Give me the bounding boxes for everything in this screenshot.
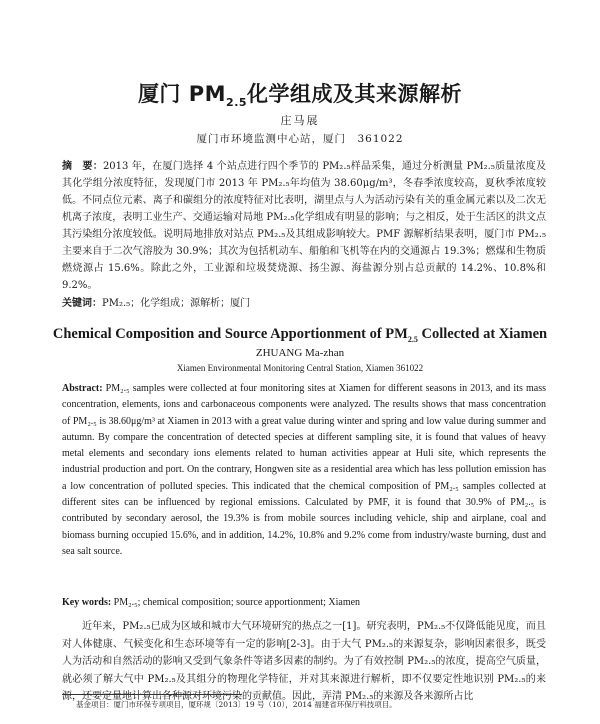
introduction-paragraph: 近年来，PM₂.₅已成为区域和城市大气环境研究的热点之一[1]。研究表明，PM₂.₅不仅降低能见度，而且对人体健康、气候变化和生态环境等有一定的影响[2-3]。由于大气 PM₂.₅的来源复杂，影响因素很多，既受人为活动和自然活动的影响又受到气象条件等诸多因素的制约。为了有效控制 PM₂.₅的浓度，提高空气质量，就必须了解大气中 PM₂.₅及其组分的物理化学特征，并对其来源进行解析，即不仅要定性地识别 PM₂.₅的来源，还要定量地计算出各种源对环境污染的贡献值。因此，弄清 PM₂.₅的来源及各来源所占比 (62, 621, 546, 702)
english-title-subscript: 2.5 (407, 334, 418, 344)
english-abstract-label: Abstract: (62, 383, 103, 394)
english-title-text-rest: Collected at Xiamen (417, 326, 548, 342)
english-title (0, 326, 600, 344)
chinese-title (0, 78, 600, 109)
english-abstract-text: PM₂.₅ samples were collected at four monitoring sites at Xiamen for different seasons in 2013, and its mass concentration, elements, ions and carbonaceous components were analyzed. The results shows that mass concentration of PM₂.₅ is 38.60μg/m³ at Xiamen in 2013 with a great value during winter and spring and low value during summer and autumn. By compare the concentration of detected species at different sampling site, it is found that values of heavy metal elements and secondary ions elements related to human activities appear at Huli site, which represents the industrial production and port. On the contrary, Hongwen site as a residential area which has less pollution emission has a low concentration of polluted species. This indicated that the chemical composition of PM₂.₅ samples collected at different sites can be influenced by regional emissions. Calculated by PMF, it is found that 30.9% of PM₂.₅ is contributed by secondary aerosol, the 19.3% is from mobile sources including vehicle, ship and airplane, coal and biomass burning occupied 15.6%, and in addition, 14.2%, 10.8% and 9.2% come from industry/waste burning, dust and sea salt source. (62, 383, 546, 557)
english-author: ZHUANG Ma-zhan (255, 347, 345, 359)
chinese-abstract-text: 2013 年，在厦门选择 4 个站点进行四个季节的 PM₂.₅样品采集，通过分析测量 PM₂.₅质量浓度及其化学组分浓度特征，发现厦门市 2013 年 PM₂.₅年均值为 38.60μg/m³，冬春季浓度较高，夏秋季浓度较低。不同点位元素、离子和碳组分的浓度特征对比表明，湖里点与人为活动污染有关的重金属元素以及二次无机离子浓度，表明工业生产、交通运输对局地 PM₂.₅化学组成有明显的影响；与之相反，处于生活区的洪文点其污染组分浓度较低。说明局地排放对站点 PM₂.₅及其组成影响较大。PMF 源解析结果表明，厦门市 PM₂.₅主要来自于二次气溶胶为 30.9%；其次为包括机动车、船舶和飞机等在内的交通源占 19.3%；燃煤和生物质燃烧源占 15.6%。除此之外，工业源和垃圾焚烧源、扬尘源、海盐源分别占总贡献的 14.2%、10.8%和 9.2%。 (62, 161, 546, 291)
chinese-keywords (62, 296, 546, 312)
english-keywords-text: PM₂.₅; chemical composition; source apportionment; Xiamen (113, 597, 361, 608)
chinese-title-subscript: 2.5 (226, 96, 248, 110)
footnote-divider (62, 694, 242, 695)
english-keywords (62, 595, 546, 611)
english-keywords-label: Key words: (62, 597, 112, 608)
english-abstract (62, 381, 546, 560)
chinese-title-text-rest: 化学组成及其来源解析 (247, 82, 463, 106)
english-title-text: Chemical Composition and Source Apportionment of PM (52, 326, 408, 342)
chinese-affiliation: 厦门市环境监测中心站，厦门 361022 (196, 133, 404, 145)
footnote: 基金项目：厦门市环保专项项目，厦环规〔2013〕19 号（10），2014 福建省环保厅科技项目。 (76, 700, 397, 709)
chinese-keywords-label: 关键词： (62, 298, 102, 309)
english-affiliation: Xiamen Environmental Monitoring Central Station, Xiamen 361022 (176, 363, 424, 373)
chinese-abstract-label: 摘 要： (62, 161, 103, 172)
chinese-keywords-text: PM₂.₅；化学组成；源解析；厦门 (102, 298, 251, 309)
chinese-abstract (62, 158, 546, 294)
chinese-author: 庄马展 (280, 114, 320, 127)
chinese-title-text: 厦门 PM (137, 82, 227, 106)
